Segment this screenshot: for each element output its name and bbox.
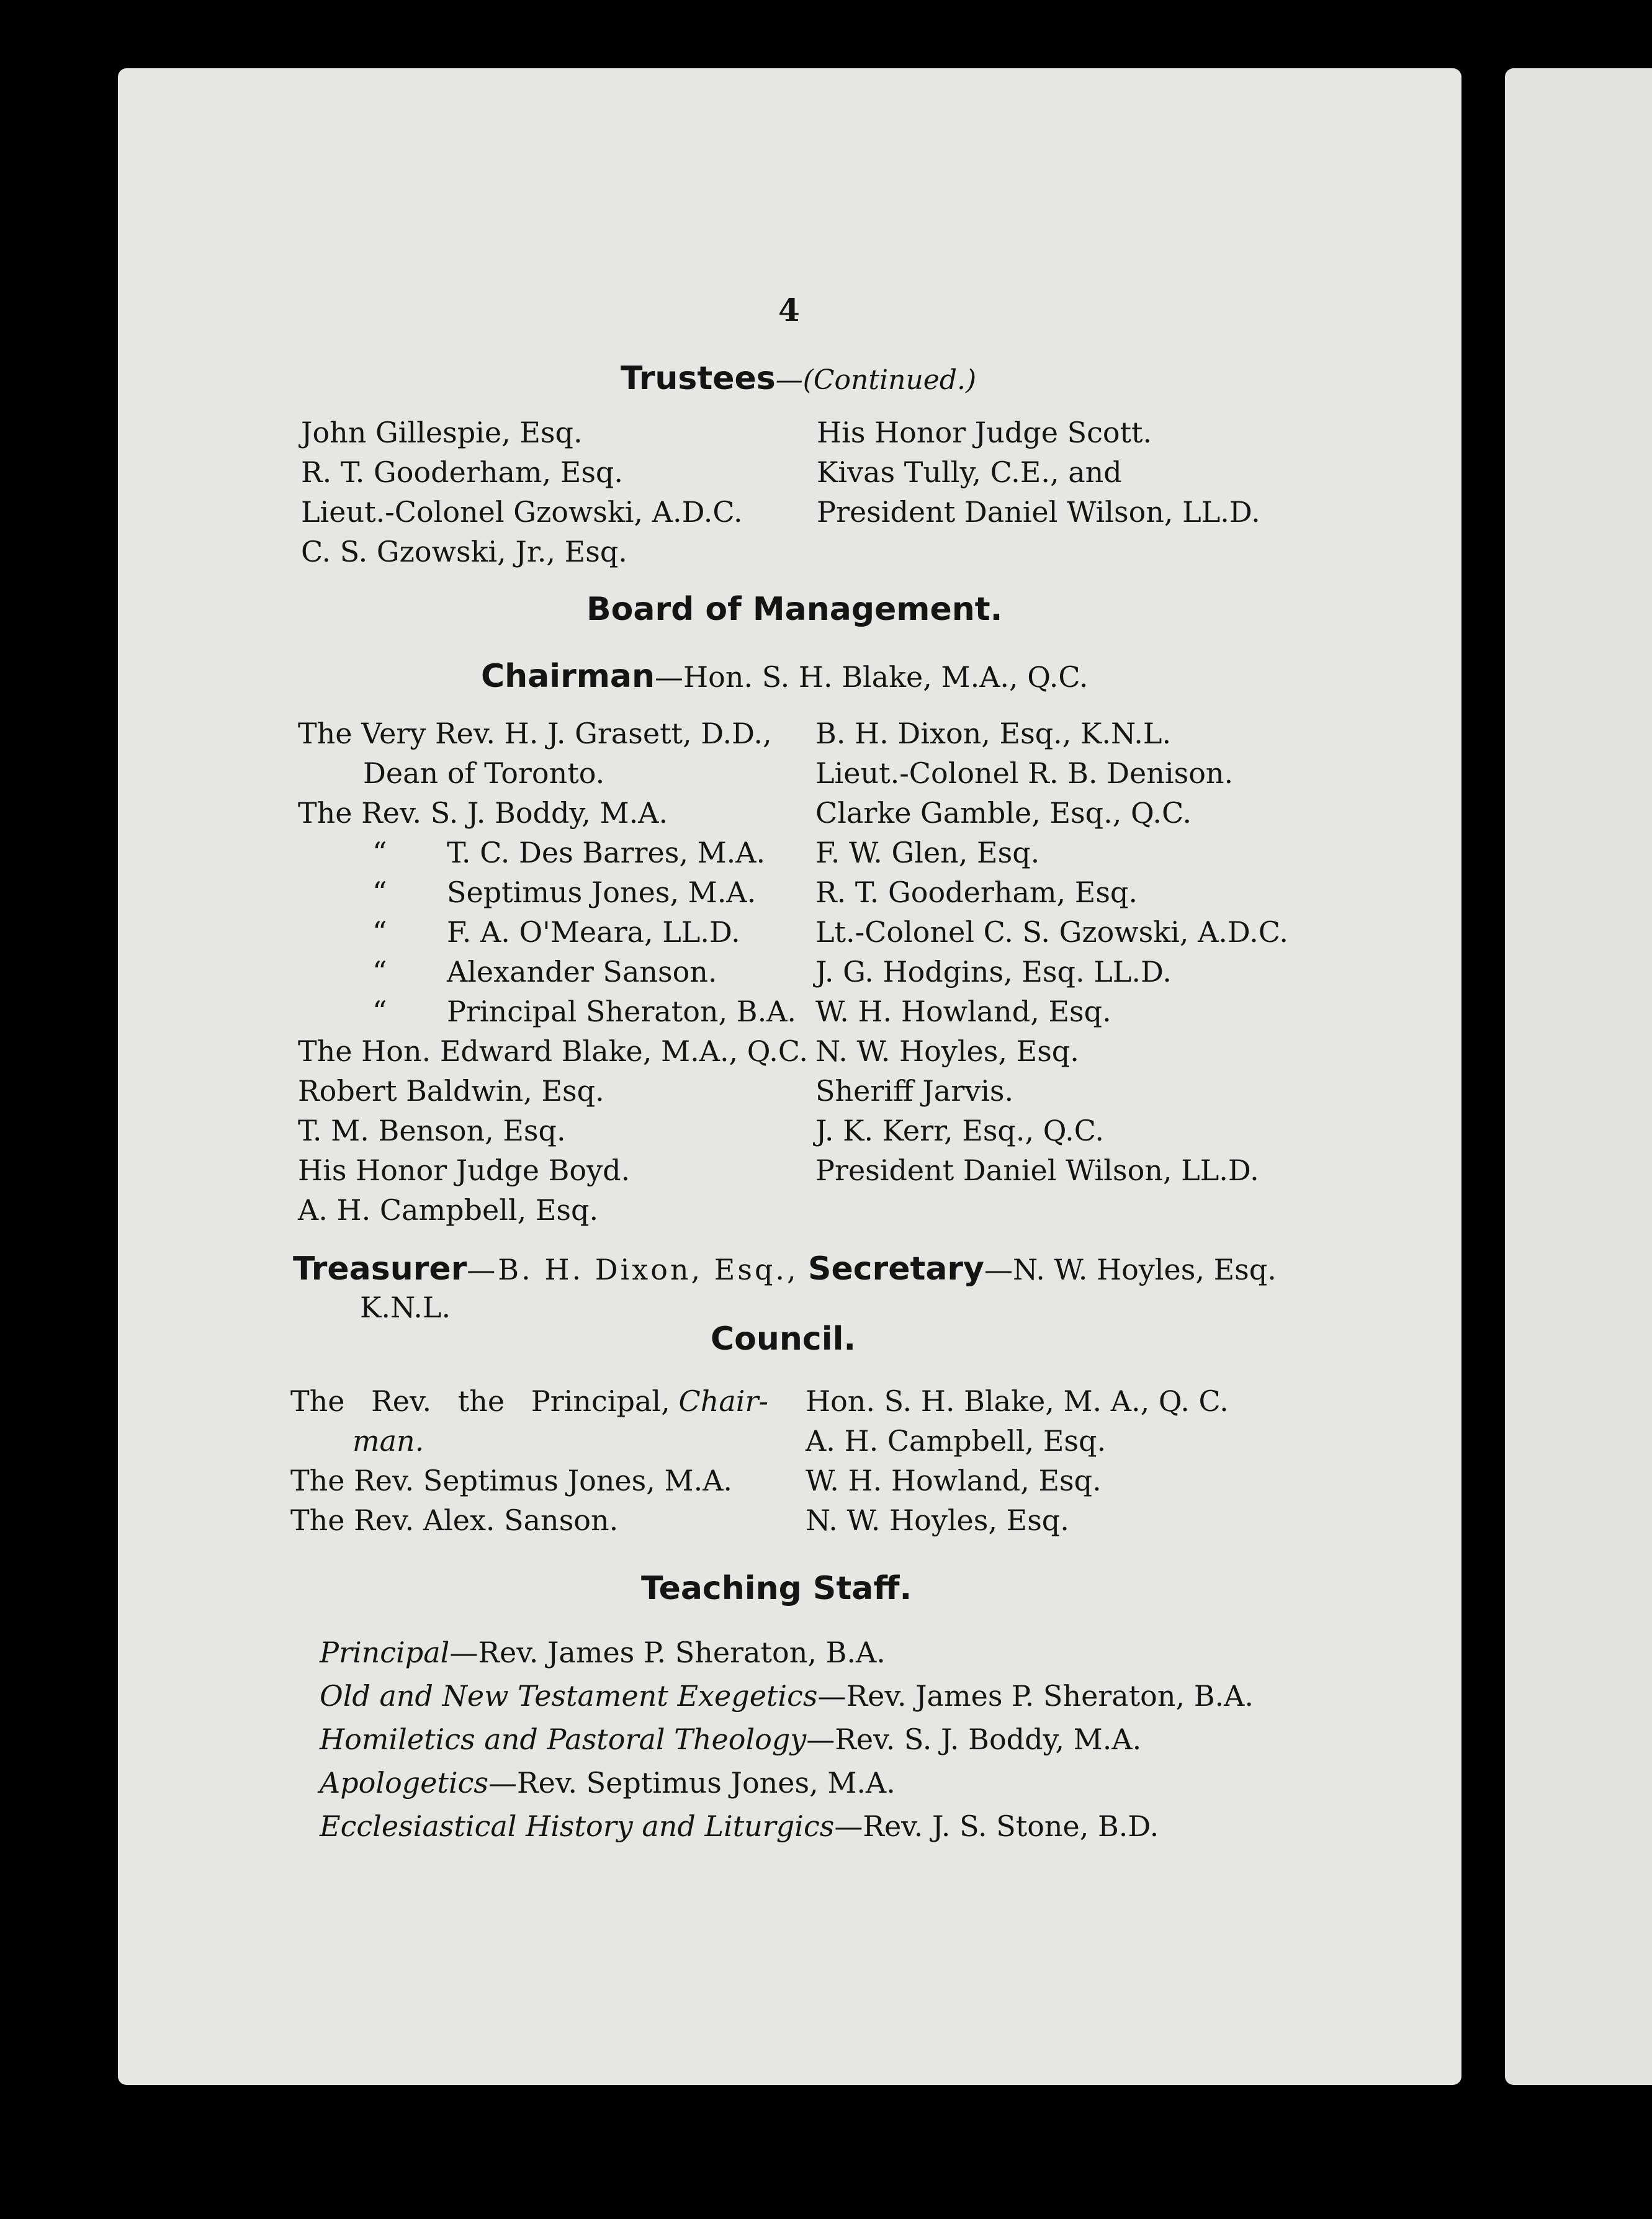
board-member-name: F. A. O'Meara, LL.D. <box>447 915 740 949</box>
board-member: W. H. Howland, Esq. <box>815 995 1111 1028</box>
trustee-name: President Daniel Wilson, LL.D. <box>817 495 1260 529</box>
trustees-heading <box>621 359 976 400</box>
council-right-column <box>806 1381 1229 1540</box>
treasurer-name: —B. H. Dixon, Esq., <box>467 1253 799 1286</box>
council-member: W. H. Howland, Esq. <box>806 1464 1102 1497</box>
board-member <box>298 952 808 992</box>
council-member-role: Chair- <box>678 1384 768 1418</box>
staff-subject: Ecclesiastical History and Liturgics <box>320 1809 835 1843</box>
council-left-column <box>290 1381 768 1540</box>
secretary-label: Secretary <box>808 1250 984 1288</box>
staff-name: —Rev. J. S. Stone, B.D. <box>834 1809 1159 1843</box>
board-chairman <box>481 657 1089 704</box>
staff-name: —Rev. S. J. Boddy, M.A. <box>806 1723 1142 1756</box>
ditto-mark: “ <box>372 995 387 1028</box>
board-member: Clarke Gamble, Esq., Q.C. <box>815 796 1192 830</box>
board-left-column <box>298 714 808 1230</box>
ditto-mark: “ <box>372 915 387 949</box>
board-member: The Very Rev. H. J. Grasett, D.D., <box>298 717 772 750</box>
board-member <box>298 872 808 912</box>
staff-name: —Rev. James P. Sheraton, B.A. <box>817 1679 1254 1713</box>
staff-entry <box>320 1631 1254 1674</box>
staff-entry <box>320 1761 1254 1804</box>
staff-subject: Principal <box>320 1636 450 1669</box>
board-member: President Daniel Wilson, LL.D. <box>815 1154 1259 1187</box>
council-heading: Council. <box>711 1320 856 1358</box>
staff-subject: Homiletics and Pastoral Theology <box>320 1723 807 1756</box>
ditto-mark: “ <box>372 955 387 988</box>
staff-name: —Rev. Septimus Jones, M.A. <box>488 1766 896 1800</box>
board-member: Dean of Toronto. <box>363 756 605 790</box>
council-member: N. W. Hoyles, Esq. <box>806 1504 1069 1537</box>
board-member-name: T. C. Des Barres, M.A. <box>447 836 766 869</box>
trustee-name: Lieut.-Colonel Gzowski, A.D.C. <box>301 495 743 529</box>
page-number: 4 <box>778 292 800 328</box>
chairman-name: —Hon. S. H. Blake, M.A., Q.C. <box>655 660 1089 694</box>
trustees-right-column <box>817 413 1260 532</box>
trustees-left-column <box>301 413 743 572</box>
ditto-mark: “ <box>372 836 387 869</box>
trustee-name: Kivas Tully, C.E., and <box>817 455 1122 489</box>
board-member: B. H. Dixon, Esq., K.N.L. <box>815 717 1172 750</box>
staff-entry <box>320 1718 1254 1761</box>
board-member: T. M. Benson, Esq. <box>298 1114 566 1147</box>
board-member: R. T. Gooderham, Esq. <box>815 876 1138 909</box>
board-member: The Rev. S. J. Boddy, M.A. <box>298 796 668 830</box>
trustees-heading-suffix: —(Continued.) <box>775 364 977 396</box>
board-member: J. G. Hodgins, Esq. LL.D. <box>815 955 1172 988</box>
board-member <box>298 992 808 1031</box>
staff-name: —Rev. James P. Sheraton, B.A. <box>449 1636 886 1669</box>
teaching-staff-list <box>320 1631 1254 1848</box>
council-member: A. H. Campbell, Esq. <box>806 1424 1107 1458</box>
board-member-name: Principal Sheraton, B.A. <box>447 995 797 1028</box>
treasurer-name-continued: K.N.L. <box>360 1291 451 1324</box>
council-member: Hon. S. H. Blake, M. A., Q. C. <box>806 1384 1229 1418</box>
council-member: The Rev. Alex. Sanson. <box>290 1504 619 1537</box>
trustee-name: R. T. Gooderham, Esq. <box>301 455 624 489</box>
board-member: A. H. Campbell, Esq. <box>298 1193 599 1227</box>
board-member-name: Septimus Jones, M.A. <box>447 876 756 909</box>
trustee-name: John Gillespie, Esq. <box>301 416 583 449</box>
board-member: N. W. Hoyles, Esq. <box>815 1034 1079 1068</box>
adjacent-page-edge <box>1505 68 1652 2085</box>
trustee-name: His Honor Judge Scott. <box>817 416 1152 449</box>
board-member-name: Alexander Sanson. <box>447 955 717 988</box>
board-member <box>298 912 808 952</box>
board-member: Robert Baldwin, Esq. <box>298 1074 604 1108</box>
board-member: F. W. Glen, Esq. <box>815 836 1040 869</box>
council-member: The Rev. Septimus Jones, M.A. <box>290 1464 733 1497</box>
trustee-name: C. S. Gzowski, Jr., Esq. <box>301 535 627 568</box>
board-member: The Hon. Edward Blake, M.A., Q.C. <box>298 1034 809 1068</box>
board-heading: Board of Management. <box>586 591 1003 628</box>
board-right-column <box>815 714 1288 1190</box>
secretary <box>808 1249 1277 1296</box>
staff-subject: Old and New Testament Exegetics <box>320 1679 818 1713</box>
board-member <box>298 833 808 872</box>
council-member <box>290 1381 768 1421</box>
staff-subject: Apologetics <box>320 1766 489 1800</box>
ditto-mark: “ <box>372 876 387 909</box>
board-member: Lieut.-Colonel R. B. Denison. <box>815 756 1234 790</box>
treasurer-label: Treasurer <box>293 1250 467 1288</box>
staff-entry <box>320 1674 1254 1718</box>
board-member: Lt.-Colonel C. S. Gzowski, A.D.C. <box>815 915 1288 949</box>
staff-entry <box>320 1804 1254 1848</box>
teaching-staff-heading: Teaching Staff. <box>641 1570 912 1607</box>
board-member: His Honor Judge Boyd. <box>298 1154 631 1187</box>
board-member: J. K. Kerr, Esq., Q.C. <box>815 1114 1104 1147</box>
council-member-name: The Rev. the Principal, <box>290 1384 670 1418</box>
board-member: Sheriff Jarvis. <box>815 1074 1014 1108</box>
chairman-label: Chairman <box>481 658 655 695</box>
trustees-heading-label: Trustees <box>621 360 776 397</box>
secretary-name: —N. W. Hoyles, Esq. <box>984 1253 1277 1286</box>
council-member-role-cont: man. <box>352 1424 424 1458</box>
